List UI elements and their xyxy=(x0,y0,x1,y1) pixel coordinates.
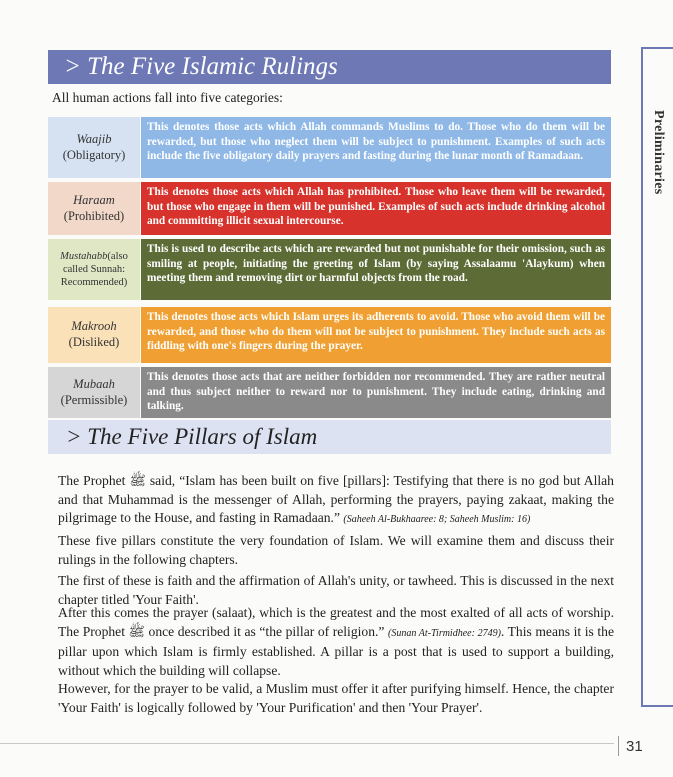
ruling-term: Waajib xyxy=(76,131,112,146)
paragraph-text: The Prophet ﷺ said, “Islam has been built on five [pillars]: Testifying that there is no god but Allah and that Muhammad is the messenger of Allah, performing the prayers, paying zakaat, making the pilgrimage to the House, and fasting in Ramadaan.” xyxy=(58,473,614,525)
footer-rule xyxy=(0,743,614,744)
ruling-term: Makrooh xyxy=(71,319,117,334)
ruling-description: This is used to describe acts which are rewarded but not punishable for their omission, such as smiling at people, initiating the greeting of Islam (by saying Assalaamu 'Alaykum) when meeting them and removing dirt or harmful objects from the road. xyxy=(141,239,611,300)
ruling-label xyxy=(48,117,140,178)
chapter-tab-label: Preliminaries xyxy=(651,110,666,195)
ruling-label xyxy=(48,182,140,235)
ruling-description: This denotes those acts which Allah has prohibited. Those who leave them will be rewarded, but those who engage in them will be punished. Examples of such acts include drinking alcohol and committing illicit sexual intercourse. xyxy=(141,182,611,235)
page-number: 31 xyxy=(626,738,643,755)
ruling-row-makrooh xyxy=(48,307,611,363)
ruling-row-haraam xyxy=(48,182,611,235)
paragraph-foundation: These five pillars constitute the very foundation of Islam. We will examine them and discuss their rulings in the following chapters. xyxy=(58,533,614,567)
ruling-note: (also called Sunnah: xyxy=(62,250,128,275)
ruling-term: Haraam xyxy=(73,192,115,207)
ruling-translation: Recommended) xyxy=(60,277,128,289)
ruling-term: Mubaah xyxy=(73,376,115,391)
ruling-term: Mustahabb xyxy=(60,250,108,262)
ruling-translation: (Permissible) xyxy=(60,392,128,407)
ruling-description: This denotes those acts which Allah commands Muslims to do. Those who do them will be rewarded, but those who neglect them will be subject to punishment. Examples of such acts include the five obligatory daily prayers and fasting during the lunar month of Ramadaan. xyxy=(141,117,611,178)
ruling-label xyxy=(48,367,140,418)
ruling-row-waajib xyxy=(48,117,611,178)
ruling-description: This denotes those acts that are neither forbidden nor recommended. They are rather neutral and thus subject neither to reward nor to punishment. They include eating, drinking and talking. xyxy=(141,367,611,418)
ruling-translation: (Obligatory) xyxy=(62,147,126,162)
paragraph-hadith xyxy=(58,472,614,530)
ruling-description: This denotes those acts which Islam urges its adherents to avoid. Those who avoid them will be rewarded, and those who do them will not be subject to punishment. They include such acts as fiddling with one's fingers during the prayer. xyxy=(141,307,611,363)
paragraph-faith: The first of these is faith and the affirmation of Allah's unity, or tawheed. This is discussed in the next chapter titled 'Your Faith'. xyxy=(58,573,614,607)
section-title-pillars: > The Five Pillars of Islam xyxy=(48,420,611,454)
citation: (Saheeh Al-Bukhaaree: 8; Saheeh Muslim: 16) xyxy=(343,514,531,525)
paragraph-text: After this comes the prayer (salaat), which is the greatest and the most exalted of all acts of worship. The Prophet ﷺ once described it as “the pillar of religion.” xyxy=(58,605,614,639)
ruling-label xyxy=(48,239,140,300)
paragraph-text: . This means it is the pillar upon which Islam is firmly established. A pillar is a post that is used to support a building, without which the building will collapse. xyxy=(58,623,614,678)
ruling-row-mustahabb xyxy=(48,239,611,300)
paragraph-purification: However, for the prayer to be valid, a Muslim must offer it after purifying himself. Hence, the chapter 'Your Faith' is logically followed by 'Your Purification' and then 'Your Prayer'. xyxy=(58,681,614,715)
ruling-translation: (Disliked) xyxy=(68,335,120,349)
citation: (Sunan At-Tirmidhee: 2749) xyxy=(388,627,501,639)
section-title-rulings: > The Five Islamic Rulings xyxy=(48,50,611,84)
ruling-label xyxy=(48,307,140,363)
footer-separator xyxy=(618,736,619,756)
ruling-translation: (Prohibited) xyxy=(63,208,125,223)
paragraph-prayer xyxy=(58,604,614,680)
intro-text: All human actions fall into five categories: xyxy=(52,90,283,105)
ruling-row-mubaah xyxy=(48,367,611,418)
